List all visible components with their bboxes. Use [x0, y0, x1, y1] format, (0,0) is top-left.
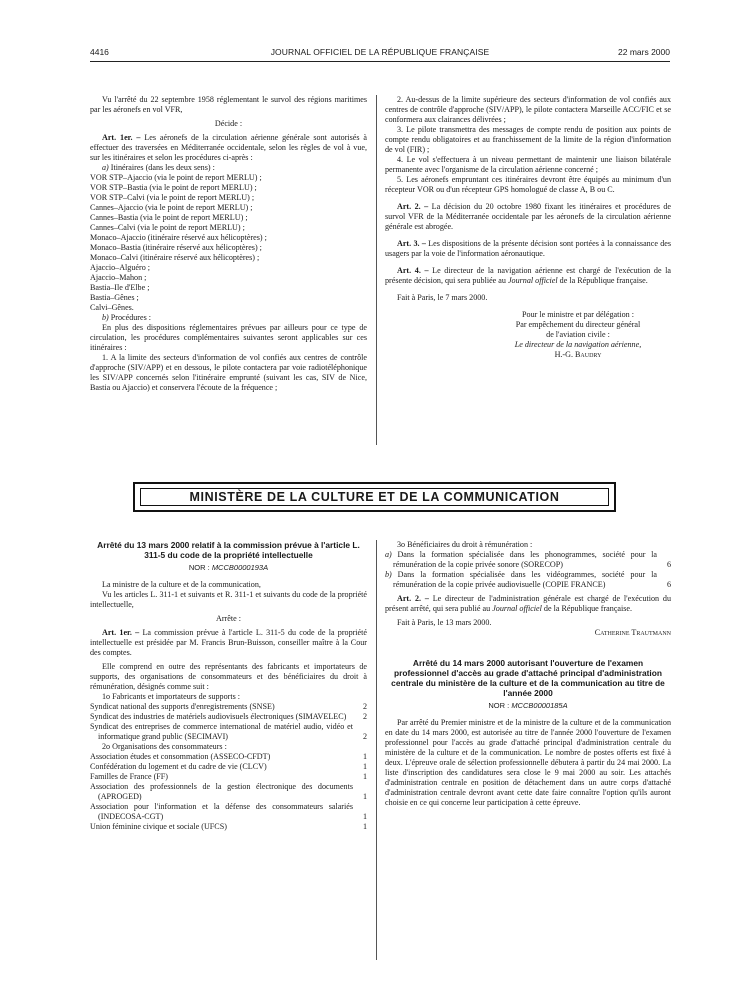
ministry-banner: [133, 482, 616, 512]
article-1-label: Art. 1er. –: [102, 133, 141, 142]
article-2-label: Art. 2. –: [397, 202, 429, 211]
itinerary-item: Ajaccio–Mahon ;: [90, 273, 147, 282]
article-2-label: Art. 2. –: [397, 594, 429, 603]
itinerary-item: Cannes–Bastia (via le point de report MERLU) ;: [90, 213, 248, 222]
section-heading: 3o Bénéficiaires du droit à rémunération :: [397, 540, 533, 549]
itinerary-item: VOR STP–Calvi (via le point de report MERLU) ;: [90, 193, 255, 202]
member-row: [90, 702, 367, 712]
article-3-paragraph: [385, 239, 671, 259]
member-count: 1: [362, 812, 367, 821]
itinerary-item: Monaco–Bastia (itinéraire réservé aux hélicoptères) ;: [90, 243, 262, 252]
procedure-item-4: 4. Le vol s'effectuera à un niveau permettant de maintenir une liaison bilatérale permanente avec l'organisme de la circulation aérienne concerné ;: [385, 155, 671, 174]
top-left-column: [90, 95, 367, 393]
decide-line: Décide :: [214, 119, 243, 128]
nor-reference: [385, 701, 671, 711]
signatory-name: H.-G. Baudry: [554, 350, 602, 359]
beneficiary-entry: [385, 550, 658, 570]
article-3-text: Les dispositions de la présente décision sont portées à la connaissance des usagers par la voie de l'information aéronautique.: [385, 239, 671, 258]
nor-reference: [90, 563, 367, 573]
article-2-paragraph: [385, 202, 671, 232]
itinerary-item: Monaco–Ajaccio (itinéraire réservé aux hélicoptères) ;: [90, 233, 267, 242]
item-b-label: b): [102, 313, 109, 322]
beneficiary-prefix: a): [385, 550, 392, 559]
decree-title: Arrêté du 14 mars 2000 autorisant l'ouverture de l'examen professionnel d'accès au grade d'attaché principal d'administration centrale du ministère de la culture et de la communication au titre de l'année 2000: [391, 658, 665, 698]
article-4-text-b: de la République française.: [559, 276, 648, 285]
member-row: [90, 762, 367, 772]
bottom-left-column: [90, 540, 367, 832]
member-label: Syndicat des industries de matériels audiovisuels électroniques (SIMAVELEC): [90, 712, 347, 721]
member-label: Association études et consommation (ASSECO-CFDT): [90, 752, 271, 761]
article-4-journal: Journal officiel: [507, 276, 558, 285]
vu-paragraph: Vu l'arrêté du 22 septembre 1958 réglementant le survol des régions maritimes par les aéronefs en vol VFR,: [90, 95, 367, 114]
fait-line: Fait à Paris, le 7 mars 2000.: [397, 293, 488, 302]
member-count: 1: [362, 762, 367, 771]
ministry-title: MINISTÈRE DE LA CULTURE ET DE LA COMMUNICATION: [140, 488, 609, 506]
itinerary-item: VOR STP–Ajaccio (via le point de report MERLU) ;: [90, 173, 262, 182]
issue-date: 22 mars 2000: [618, 47, 670, 57]
article-2-text-a: Le directeur de l'administration générale est chargé de l'exécution du présent arrêté, qui sera publié au: [385, 594, 671, 613]
item-a-label: a): [102, 163, 109, 172]
article-4-text-a: Le directeur de la navigation aérienne est chargé de l'exécution de la présente décision, qui sera publiée au: [385, 266, 671, 285]
signature-line: de l'aviation civile :: [546, 330, 610, 339]
decree-title: Arrêté du 13 mars 2000 relatif à la commission prévue à l'article L. 311-5 du code de la propriété intellectuelle: [97, 540, 360, 560]
article-4-paragraph: [385, 266, 671, 286]
member-count: 2: [362, 732, 367, 741]
member-count: 1: [362, 772, 367, 781]
signatory-name: Catherine Trautmann: [594, 628, 671, 637]
member-row: [90, 822, 367, 832]
member-count: 1: [362, 792, 367, 801]
beneficiary-label: Dans la formation spécialisée dans les phonogrammes, société pour la rémunération de la copie privée sonore (SORECOP): [393, 550, 658, 569]
member-row: [90, 772, 367, 782]
itinerary-item: Ajaccio–Alguéro ;: [90, 263, 151, 272]
procedure-item-5: 5. Les aéronefs empruntant ces itinéraires devront être équipés au minimum d'un récepteur VOR ou d'un récepteur GPS homologué de classe A, B ou C.: [385, 175, 671, 194]
section-heading: 1o Fabricants et importateurs de supports :: [102, 692, 241, 701]
article-3-label: Art. 3. –: [397, 239, 426, 248]
member-row: [90, 782, 367, 802]
member-count: 2: [362, 712, 367, 721]
procedures-heading: [90, 313, 367, 323]
bottom-right-column: [385, 540, 671, 808]
itinerary-item: Bastia–Ile d'Elbe ;: [90, 283, 150, 292]
procedure-item-2: 2. Au-dessus de la limite supérieure des secteurs d'information de vol confiés aux centres de contrôle d'approche (SIV/APP), le pilote contactera Marseille ACC/FIC et se conformera aux clairances délivrées ;: [385, 95, 671, 124]
page-header: [90, 47, 670, 59]
article-1-text: La commission prévue à l'article L. 311-5 du code de la propriété intellectuelle est présidée par M. Francis Brun-Buisson, conseiller maître à la Cour des comptes.: [90, 628, 367, 657]
article-2-text-b: de la République française.: [543, 604, 633, 613]
itinerary-item: VOR STP–Bastia (via le point de report MERLU) ;: [90, 183, 257, 192]
column-divider-bottom: [376, 540, 377, 960]
item-a-text: Itinéraires (dans les deux sens) :: [110, 163, 215, 172]
article-2-journal: Journal officiel: [492, 604, 542, 613]
article-1-paragraph: [90, 628, 367, 658]
member-row: [90, 802, 367, 822]
member-label: Union féminine civique et sociale (UFCS): [90, 822, 227, 831]
member-label: Syndicat des entreprises de commerce international de matériel audio, vidéo et informatique grand public (SECIMAVI): [90, 722, 353, 741]
top-right-column: [385, 95, 671, 360]
minister-line: La ministre de la culture et de la communication,: [102, 580, 261, 589]
nor-code: MCCB0000193A: [211, 563, 269, 572]
member-row: [90, 752, 367, 762]
composition-paragraph: Elle comprend en outre des représentants des fabricants et importateurs de supports, des organisations de consommateurs et des bénéficiaires du droit à rémunération, désignés comme suit :: [90, 662, 367, 691]
nor-label: NOR :: [188, 563, 210, 572]
itineraries-heading: [90, 163, 367, 173]
member-count: 2: [362, 702, 367, 711]
fait-line: Fait à Paris, le 13 mars 2000.: [397, 618, 492, 627]
article-4-label: Art. 4. –: [397, 266, 429, 275]
member-label: Association des professionnels de la gestion électronique des documents (APROGED): [90, 782, 353, 801]
itinerary-item: Calvi–Gênes.: [90, 303, 134, 312]
itinerary-item: Bastia–Gênes ;: [90, 293, 139, 302]
page-number: 4416: [90, 47, 109, 57]
beneficiary-label: Dans la formation spécialisée dans les vidéogrammes, société pour la rémunération de la copie privée audiovisuelle (COPIE FRANCE): [393, 570, 657, 589]
signature-line: Pour le ministre et par délégation :: [522, 310, 634, 319]
column-divider-top: [376, 95, 377, 445]
itinerary-item: Monaco–Calvi (itinéraire réservé aux hélicoptères) ;: [90, 253, 260, 262]
nor-code: MCCB0000185A: [511, 701, 568, 710]
vu-paragraph: Vu les articles L. 311-1 et suivants et R. 311-1 et suivants du code de la propriété intellectuelle,: [90, 590, 367, 609]
article-1-text: Les aéronefs de la circulation aérienne générale sont autorisés à effectuer des traversées en Méditerranée occidentale, selon les règles de vol à vue, sur les itinéraires et selon les procédures ci-après :: [90, 133, 367, 162]
beneficiary-row: [385, 570, 671, 590]
member-row: [90, 722, 367, 742]
procedures-paragraph: En plus des dispositions réglementaires prévues par ailleurs pour ce type de circulation, les procédures complémentaires suivantes seront applicables sur ces itinéraires :: [90, 323, 367, 352]
beneficiary-count: 6: [666, 580, 671, 589]
article-2-text: La décision du 20 octobre 1980 fixant les itinéraires et procédures de survol VFR de la Méditerranée occidentale par les aéronefs de la circulation aérienne générale est abrogée.: [385, 202, 671, 231]
header-rule: [90, 61, 670, 62]
nor-label: NOR :: [488, 701, 510, 710]
beneficiary-entry: [385, 570, 657, 590]
article-1-paragraph: [90, 133, 367, 163]
beneficiary-count: 6: [666, 560, 671, 569]
member-row: [90, 712, 367, 722]
arrete-line: Arrête :: [216, 614, 241, 623]
procedure-item-1: 1. A la limite des secteurs d'information de vol confiés aux centres de contrôle d'approche (SIV/APP) et en dessous, le pilote contactera par voie radiotéléphonique les SIV/APP concernés selon l'itinéraire emprunté (suivant les cas, SIV de Nice, Bastia ou Ajaccio) et conservera l'écoute de la fréquence ;: [90, 353, 367, 392]
item-b-text: Procédures :: [110, 313, 152, 322]
decree-body: Par arrêté du Premier ministre et de la ministre de la culture et de la communication en date du 14 mars 2000, est autorisée au titre de l'année 2000 l'ouverture de l'examen professionnel pour l'accès au grade d'attaché principal d'administration centrale du ministère de la culture et de la communication. Le nombre de postes offerts est fixé à deux. L'épreuve orale de sélection professionnelle débutera à partir du 24 mai 2000. La liste d'inscription des candidatures sera close le 9 mai 2000 au soir. Les attachés d'administration centrale en position de détachement dans un autre corps d'attaché d'administration centrale devront avant cette date faire connaître l'option qu'ils auront choisie en ce qui concerne leur participation à cette épreuve.: [385, 718, 671, 807]
beneficiary-row: [385, 550, 671, 570]
member-label: Association pour l'information et la défense des consommateurs salariés (INDECOSA-CGT): [90, 802, 353, 821]
signature-line: Le directeur de la navigation aérienne,: [514, 340, 642, 349]
member-label: Familles de France (FF): [90, 772, 169, 781]
member-count: 1: [362, 752, 367, 761]
signature-line: Par empêchement du directeur général: [515, 320, 641, 329]
member-label: Confédération du logement et du cadre de vie (CLCV): [90, 762, 267, 771]
member-count: 1: [362, 822, 367, 831]
article-1-label: Art. 1er. –: [102, 628, 140, 637]
itinerary-item: Cannes–Ajaccio (via le point de report MERLU) ;: [90, 203, 253, 212]
beneficiary-prefix: b): [385, 570, 392, 579]
section-heading: 2o Organisations des consommateurs :: [102, 742, 227, 751]
procedure-item-3: 3. Le pilote transmettra des messages de compte rendu de position aux points de compte rendu obligatoires et au franchissement de la limite de la région d'information de vol (FIR) ;: [385, 125, 671, 154]
itinerary-item: Cannes–Calvi (via le point de report MERLU) ;: [90, 223, 245, 232]
article-2-paragraph: [385, 594, 671, 614]
journal-title: JOURNAL OFFICIEL DE LA RÉPUBLIQUE FRANÇAISE: [270, 47, 490, 57]
member-label: Syndicat national des supports d'enregistrements (SNSE): [90, 702, 275, 711]
signature-block: [485, 310, 671, 360]
